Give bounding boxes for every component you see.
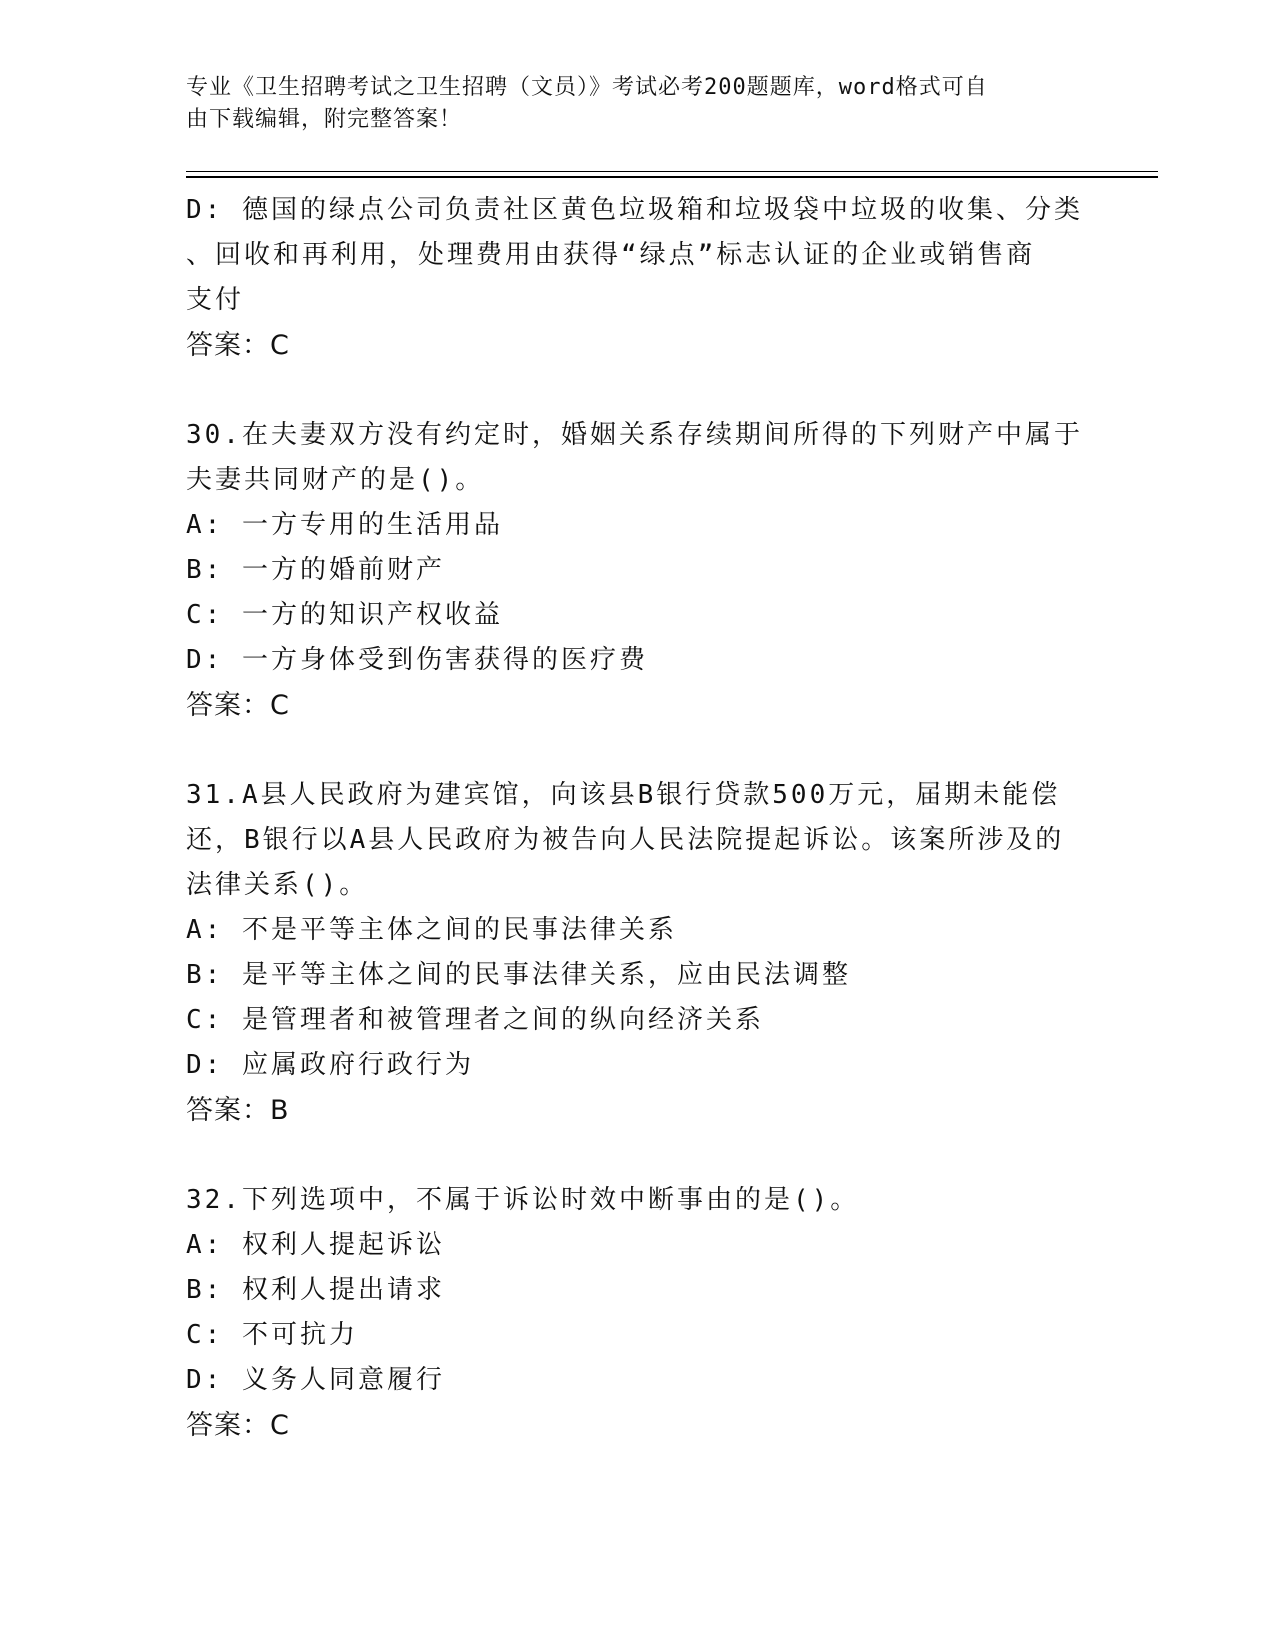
- option-b: B: 是平等主体之间的民事法律关系，应由民法调整: [186, 960, 851, 990]
- question-content: [186, 188, 1086, 1448]
- spacer: [186, 728, 1086, 773]
- question-stem-line: 法律关系()。: [186, 870, 369, 900]
- option-d: D: 应属政府行政行为: [186, 1050, 474, 1080]
- question-stem-line: 31.A县人民政府为建宾馆，向该县B银行贷款500万元，届期未能偿: [186, 780, 1061, 810]
- spacer: [186, 1133, 1086, 1178]
- answer-line: 答案：C: [186, 1410, 290, 1441]
- question-31: [186, 773, 1086, 1133]
- option-a: A: 一方专用的生活用品: [186, 510, 503, 540]
- question-stem-line: 30.在夫妻双方没有约定时，婚姻关系存续期间所得的下列财产中属于: [186, 420, 1083, 450]
- question-stem-line: 还，B银行以A县人民政府为被告向人民法院提起诉讼。该案所涉及的: [186, 825, 1065, 855]
- answer-line: 答案：B: [186, 1095, 290, 1126]
- answer-line: 答案：C: [186, 330, 290, 361]
- option-c: C: 是管理者和被管理者之间的纵向经济关系: [186, 1005, 764, 1035]
- previous-question-tail: [186, 188, 1086, 368]
- question-32: [186, 1178, 1086, 1448]
- header-line-1: 专业《卫生招聘考试之卫生招聘（文员）》考试必考200题题库，word格式可自: [186, 75, 988, 100]
- question-30: [186, 413, 1086, 728]
- spacer: [186, 368, 1086, 413]
- option-a: A: 权利人提起诉讼: [186, 1230, 445, 1260]
- answer-line: 答案：C: [186, 690, 290, 721]
- header-divider-thick: [186, 176, 1158, 178]
- option-c: C: 一方的知识产权收益: [186, 600, 503, 630]
- question-stem-line: 32.下列选项中，不属于诉讼时效中断事由的是()。: [186, 1185, 860, 1215]
- option-b: B: 权利人提出请求: [186, 1275, 445, 1305]
- option-b: B: 一方的婚前财产: [186, 555, 445, 585]
- option-a: A: 不是平等主体之间的民事法律关系: [186, 915, 677, 945]
- option-c: C: 不可抗力: [186, 1320, 358, 1350]
- option-d-line: 支付: [186, 285, 245, 315]
- option-d-line: D: 德国的绿点公司负责社区黄色垃圾箱和垃圾袋中垃圾的收集、分类: [186, 195, 1083, 225]
- option-d: D: 一方身体受到伤害获得的医疗费: [186, 645, 648, 675]
- header-line-2: 由下载编辑，附完整答案！: [186, 107, 463, 132]
- question-stem-line: 夫妻共同财产的是()。: [186, 465, 485, 495]
- option-d-line: 、回收和再利用，处理费用由获得“绿点”标志认证的企业或销售商: [186, 240, 1036, 270]
- option-d: D: 义务人同意履行: [186, 1365, 445, 1395]
- header-divider-thin: [186, 171, 1158, 172]
- document-header: [186, 72, 1066, 136]
